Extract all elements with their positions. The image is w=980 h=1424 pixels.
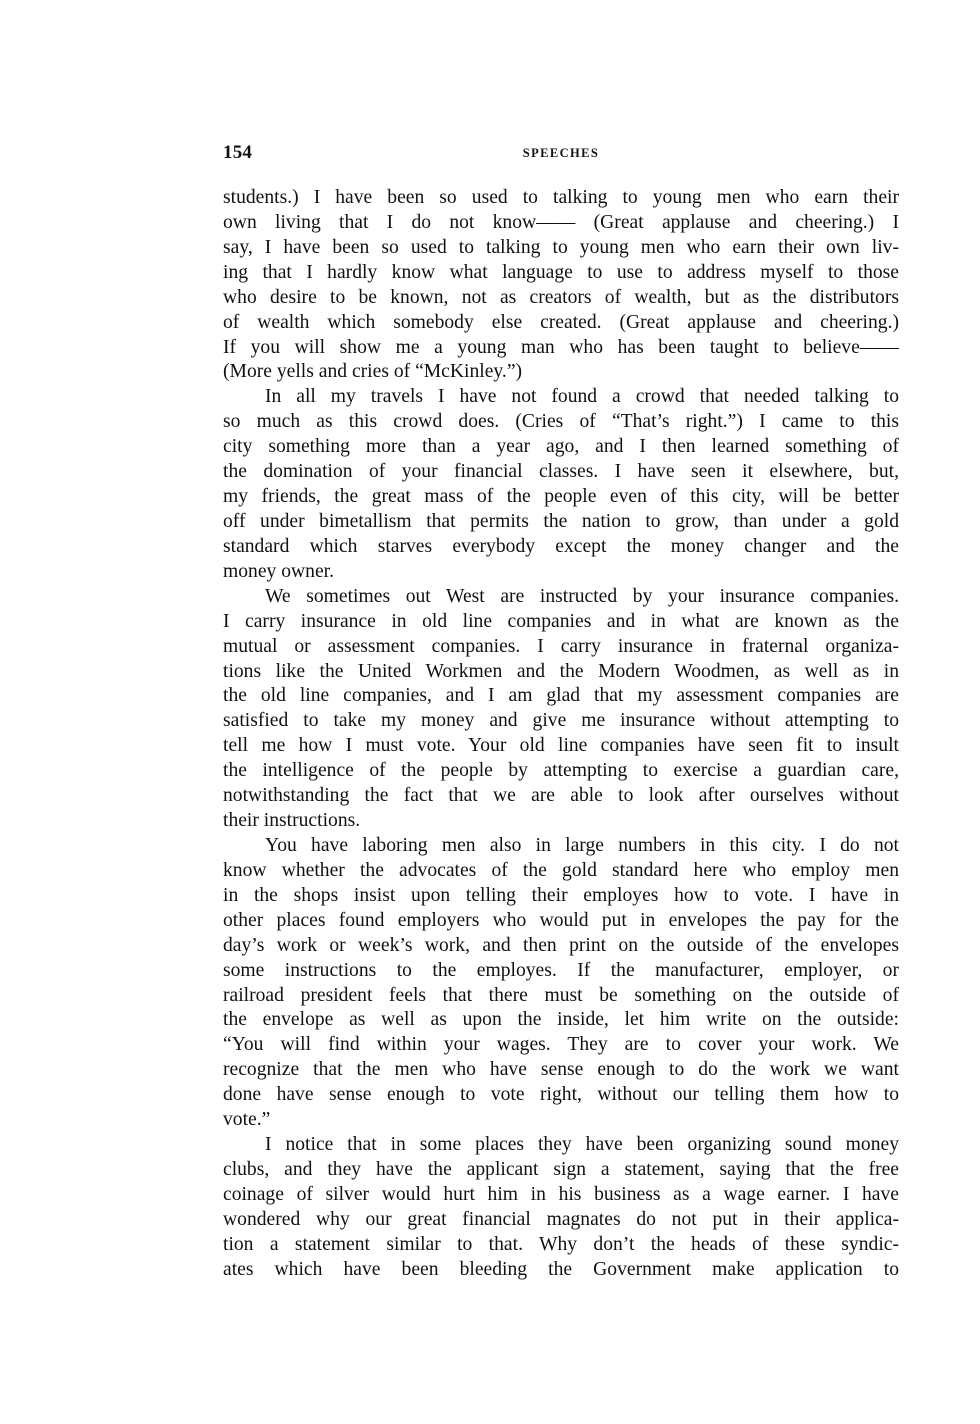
text-line: of wealth which somebody else created. (Great applause and cheering.) — [223, 311, 899, 333]
text-line: the old line companies, and I am glad that my assessment companies are — [223, 685, 899, 707]
text-line: money owner. — [223, 560, 335, 582]
text-line: You have laboring men also in large numbers in this city. I do not — [265, 834, 899, 856]
text-line: mutual or assessment companies. I carry insurance in fraternal organiza- — [223, 635, 899, 657]
text-line: vote.” — [223, 1109, 271, 1131]
paragraph — [223, 585, 899, 834]
text-line: the intelligence of the people by attempting to exercise a guardian care, — [223, 760, 899, 782]
text-line: I notice that in some places they have been organizing sound money — [265, 1134, 899, 1156]
page-number: 154 — [223, 142, 253, 163]
text-line: railroad president feels that there must be something on the outside of — [223, 984, 899, 1006]
text-line: tion a statement similar to that. Why don’t the heads of these syndic- — [223, 1233, 899, 1255]
text-line: day’s work or week’s work, and then print on the outside of the envelopes — [223, 934, 899, 956]
text-line: satisfied to take my money and give me insurance without attempting to — [223, 710, 899, 732]
text-line: some instructions to the employes. If the manufacturer, employer, or — [223, 959, 899, 981]
text-line: tions like the United Workmen and the Modern Woodmen, as well as in — [223, 660, 899, 682]
text-line: own living that I do not know—— (Great applause and cheering.) I — [223, 211, 899, 233]
text-line: recognize that the men who have sense enough to do the work we want — [223, 1059, 899, 1081]
text-line: If you will show me a young man who has been taught to believe—— — [223, 336, 899, 358]
running-head — [223, 142, 899, 166]
text-line: (More yells and cries of “McKinley.”) — [223, 361, 523, 383]
text-line: who desire to be known, not as creators of wealth, but as the distributors — [223, 286, 899, 308]
paragraph — [223, 385, 899, 584]
text-line: their instructions. — [223, 810, 361, 832]
body-text — [223, 186, 899, 1283]
text-line: notwithstanding the fact that we are able to look after ourselves without — [223, 785, 899, 807]
paragraph — [223, 834, 899, 1133]
text-line: the envelope as well as upon the inside, let him write on the outside: — [223, 1009, 899, 1031]
paragraph — [223, 1133, 899, 1283]
text-line: “You will find within your wages. They are to cover your work. We — [223, 1034, 899, 1056]
text-line: In all my travels I have not found a crowd that needed talking to — [265, 386, 899, 408]
text-line: tell me how I must vote. Your old line companies have seen fit to insult — [223, 735, 899, 757]
text-line: say, I have been so used to talking to young men who earn their own liv- — [223, 236, 899, 258]
text-line: the domination of your financial classes. I have seen it elsewhere, but, — [223, 461, 899, 483]
text-line: in the shops insist upon telling their employes how to vote. I have in — [223, 884, 899, 906]
paragraph — [223, 186, 899, 385]
text-line: coinage of silver would hurt him in his business as a wage earner. I have — [223, 1183, 899, 1205]
text-line: know whether the advocates of the gold standard here who employ men — [223, 859, 899, 881]
text-line: clubs, and they have the applicant sign a statement, saying that the free — [223, 1158, 899, 1180]
text-line: ing that I hardly know what language to use to address myself to those — [223, 261, 899, 283]
text-line: standard which starves everybody except the money changer and the — [223, 535, 899, 557]
section-title: SPEECHES — [522, 146, 600, 160]
text-line: wondered why our great financial magnates do not put in their applica- — [223, 1208, 899, 1230]
text-line: other places found employers who would put in envelopes the pay for the — [223, 909, 899, 931]
text-line: so much as this crowd does. (Cries of “That’s right.”) I came to this — [223, 411, 899, 433]
text-line: I carry insurance in old line companies and in what are known as the — [223, 610, 899, 632]
text-line: students.) I have been so used to talking to young men who earn their — [223, 187, 899, 208]
text-line: off under bimetallism that permits the nation to grow, than under a gold — [223, 510, 899, 532]
text-line: city something more than a year ago, and I then learned something of — [223, 436, 899, 458]
text-line: done have sense enough to vote right, without our telling them how to — [223, 1084, 899, 1106]
text-line: ates which have been bleeding the Government make application to — [223, 1258, 899, 1280]
text-line: We sometimes out West are instructed by your insurance companies. — [265, 585, 899, 607]
text-line: my friends, the great mass of the people even of this city, will be better — [223, 486, 899, 508]
